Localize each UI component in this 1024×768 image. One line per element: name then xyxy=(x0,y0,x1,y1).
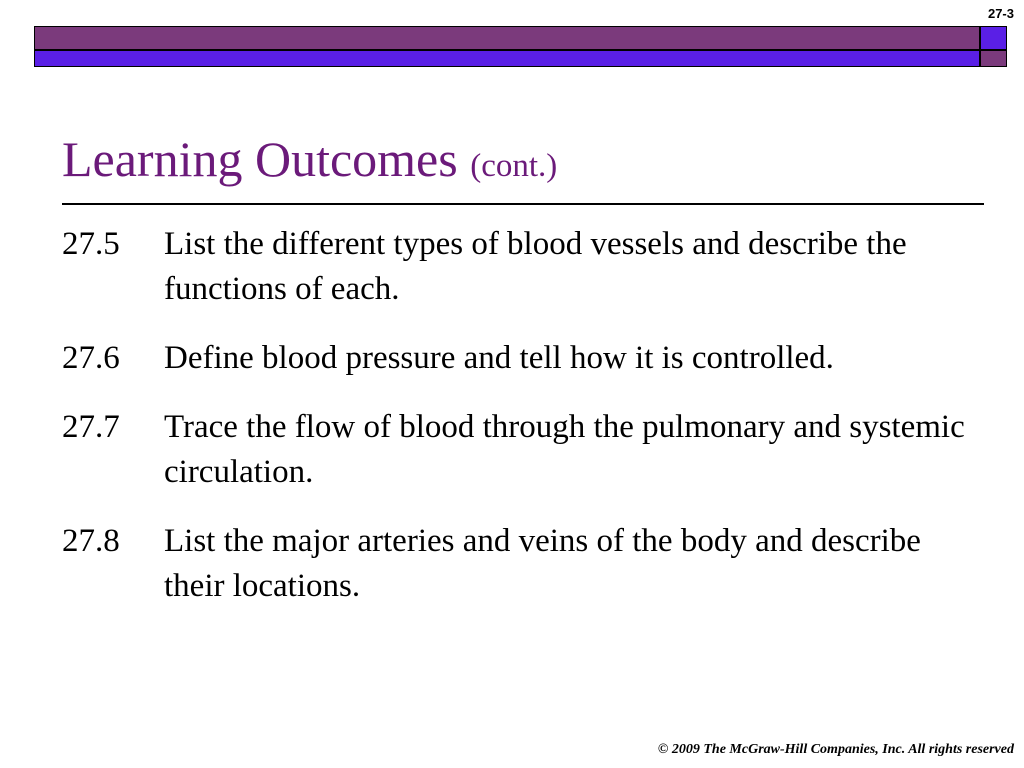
outcome-text: List the different types of blood vessels and describe the functions of each. xyxy=(164,226,907,307)
title-underline xyxy=(62,203,984,205)
list-item xyxy=(62,336,982,381)
outcome-number: 27.8 xyxy=(62,523,120,559)
copyright-footer: © 2009 The McGraw-Hill Companies, Inc. All rights reserved xyxy=(657,742,1014,757)
list-item xyxy=(62,405,982,495)
outcome-text: Define blood pressure and tell how it is controlled. xyxy=(164,340,834,376)
slide-number: 27-3 xyxy=(987,6,1014,21)
outcome-number: 27.6 xyxy=(62,340,120,376)
header-band-top xyxy=(34,26,980,50)
outcome-list xyxy=(62,222,982,633)
header-band-bottom xyxy=(34,50,980,67)
title-main: Learning Outcomes xyxy=(62,131,458,187)
header-square-top xyxy=(980,26,1007,50)
list-item xyxy=(62,222,982,312)
outcome-text: Trace the flow of blood through the pulmonary and systemic circulation. xyxy=(164,409,965,490)
header-square-bottom xyxy=(980,50,1007,67)
outcome-number: 27.7 xyxy=(62,409,120,445)
slide-title xyxy=(62,128,557,197)
list-item xyxy=(62,519,982,609)
title-suffix: (cont.) xyxy=(470,148,558,184)
outcome-number: 27.5 xyxy=(62,226,120,262)
outcome-text: List the major arteries and veins of the body and describe their locations. xyxy=(164,523,921,604)
